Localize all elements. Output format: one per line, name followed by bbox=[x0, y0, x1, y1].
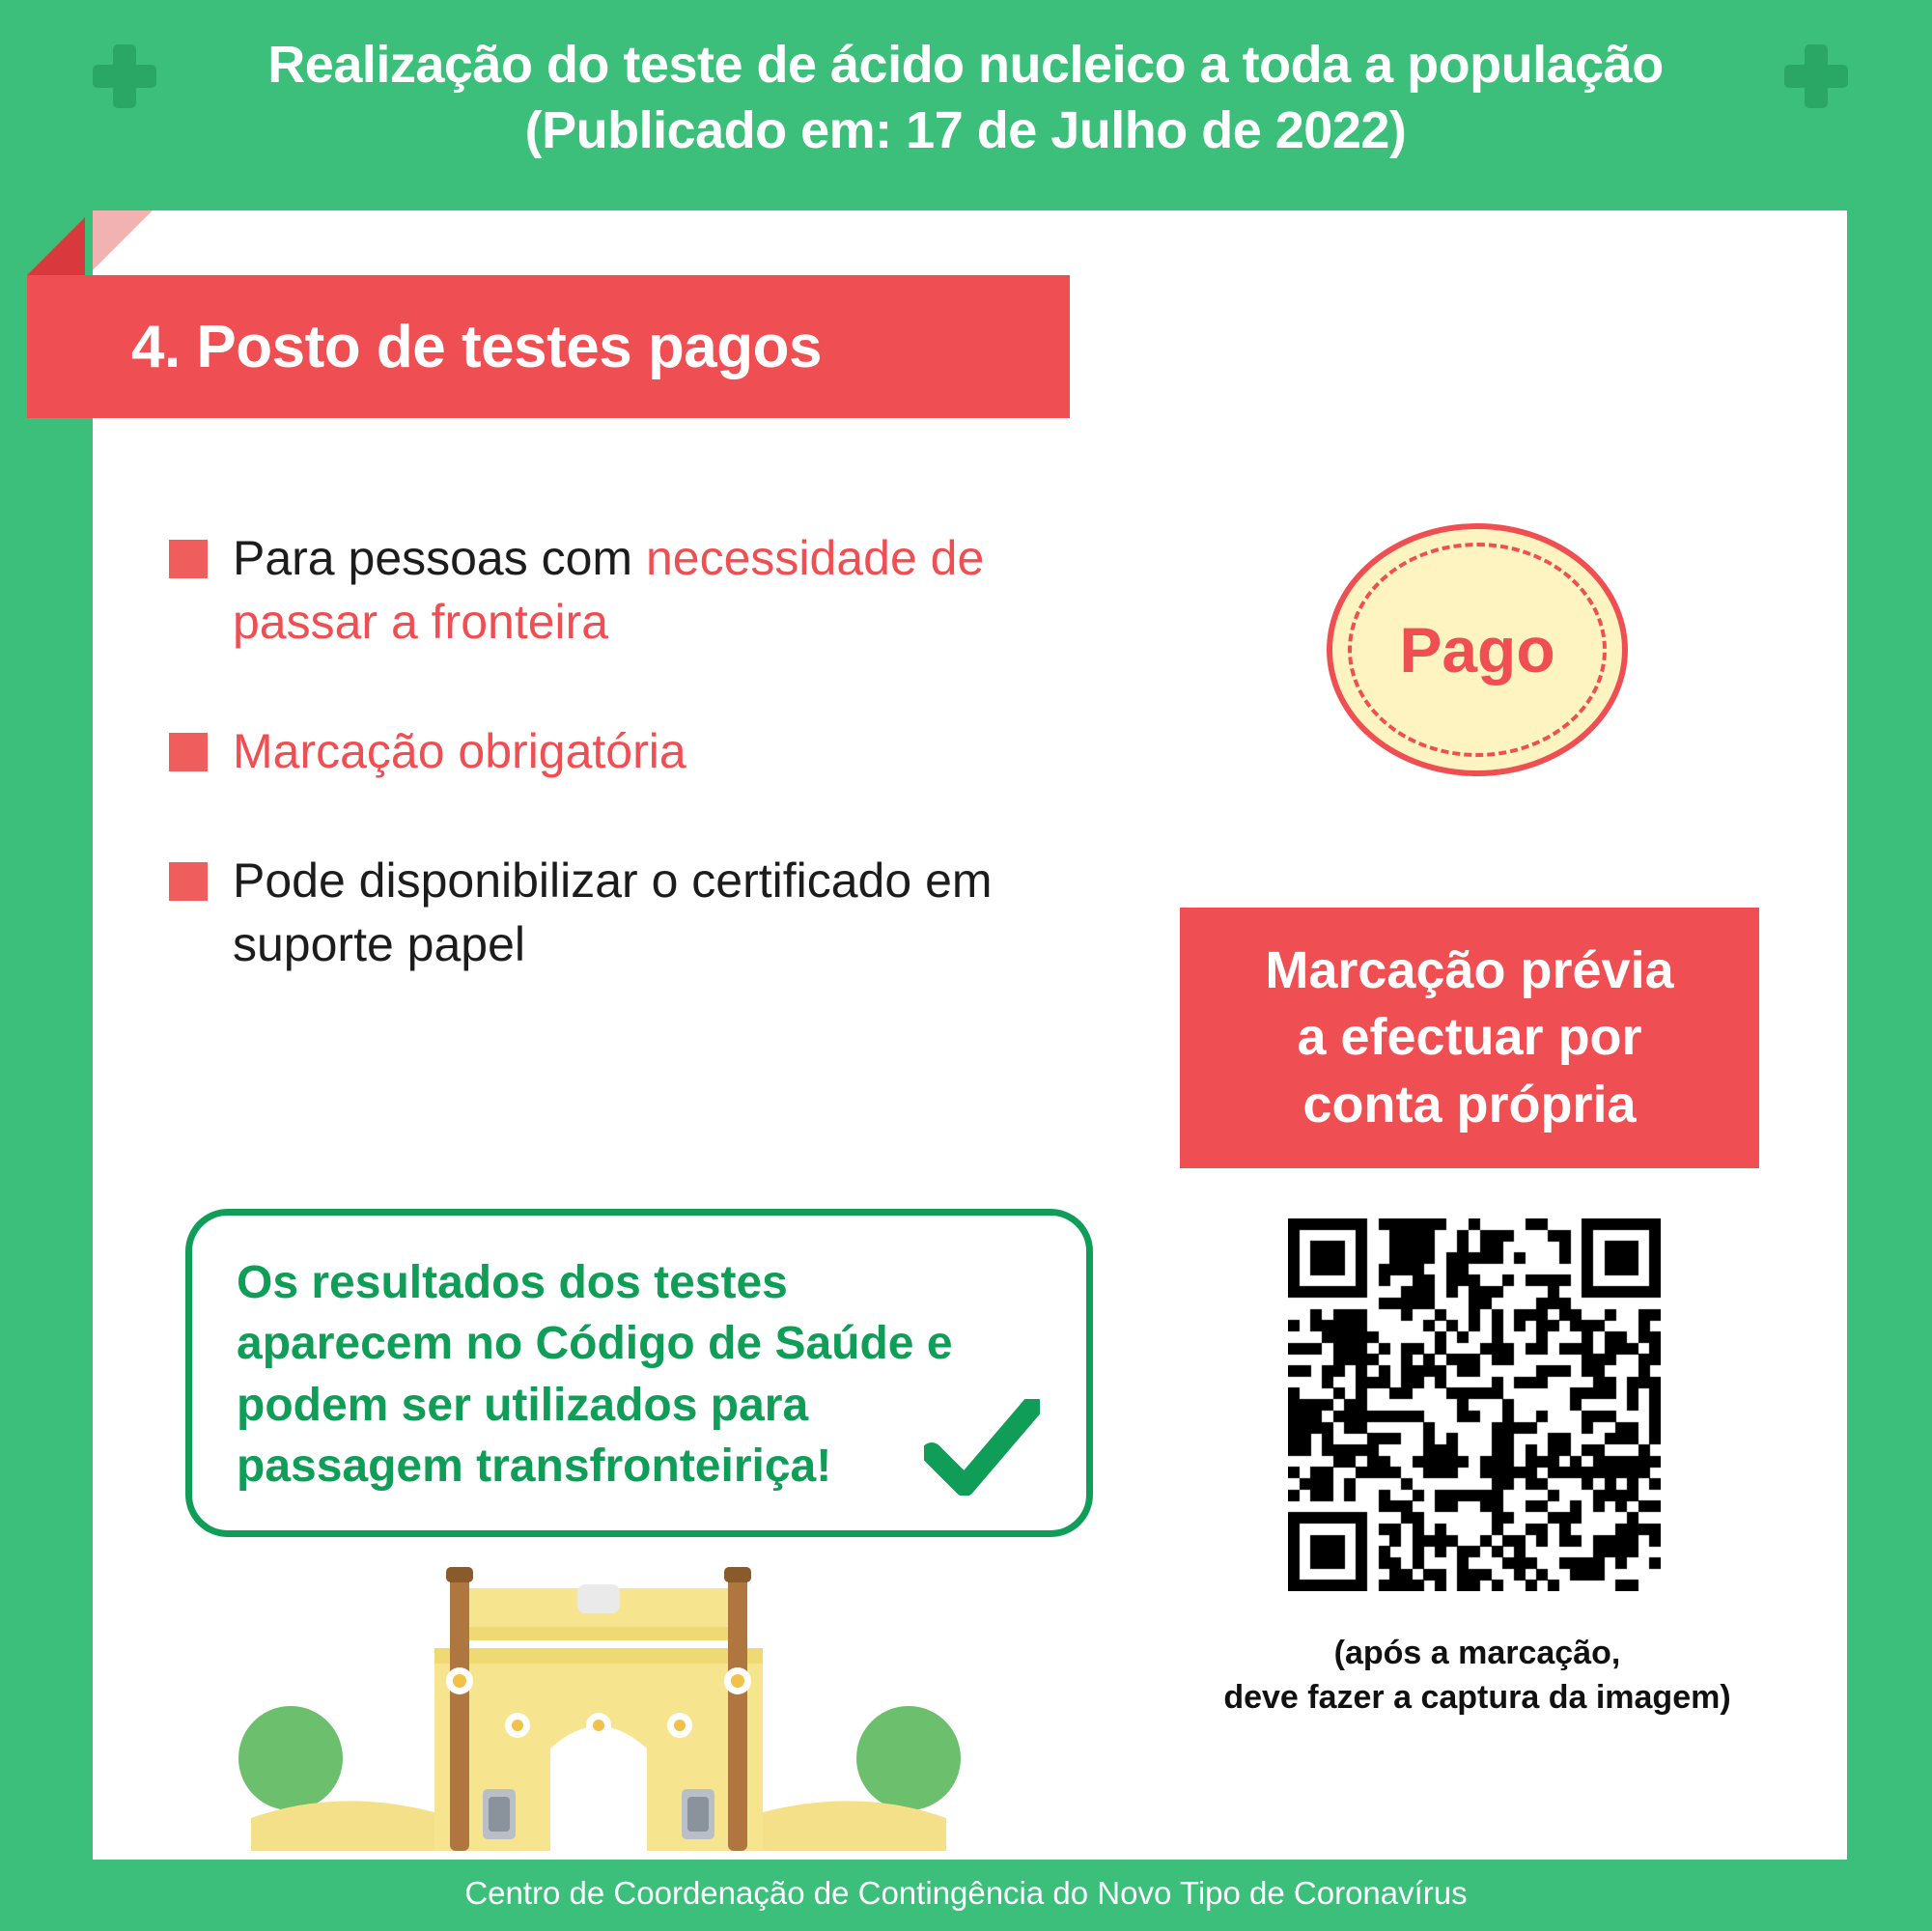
page-title-line2: (Publicado em: 17 de Julho de 2022) bbox=[524, 100, 1407, 159]
list-item-text: Pode disponibilizar o certificado em suporte papel bbox=[233, 854, 993, 971]
section-ribbon-label: 4. Posto de testes pagos bbox=[131, 313, 822, 380]
list-item-text-highlight: necessidade de passar a fronteira bbox=[233, 531, 985, 649]
page-title-line1: Realização do teste de ácido nucleico a toda a população bbox=[267, 36, 1664, 94]
results-callout-line1: Os resultados dos testes bbox=[237, 1257, 788, 1308]
booking-notice-line1: Marcação prévia bbox=[1265, 941, 1674, 1000]
booking-notice-text bbox=[1265, 938, 1673, 1137]
bullet-square-icon bbox=[169, 540, 208, 578]
qr-code-caption-line2: deve fazer a captura da imagem) bbox=[1223, 1678, 1731, 1716]
list-item-text: Marcação obrigatória bbox=[233, 724, 686, 778]
results-callout-line3: podem ser utilizados para bbox=[237, 1379, 809, 1431]
booking-notice-line3: conta própria bbox=[1302, 1075, 1637, 1133]
page-footer-text: Centro de Coordenação de Contingência do Novo Tipo de Coronavírus bbox=[464, 1875, 1468, 1911]
list-item-text-plain: Para pessoas com bbox=[233, 531, 646, 585]
bullet-square-icon bbox=[169, 862, 208, 901]
paid-stamp bbox=[1327, 523, 1628, 776]
list-item-text bbox=[233, 526, 1082, 654]
page-title bbox=[174, 33, 1757, 163]
bullet-list bbox=[169, 526, 1096, 1042]
results-callout-text bbox=[237, 1252, 999, 1497]
list-item bbox=[169, 719, 1096, 783]
page-header bbox=[0, 0, 1932, 210]
booking-notice-line2: a efectuar por bbox=[1297, 1008, 1642, 1067]
list-item bbox=[169, 849, 1096, 976]
bullet-square-icon bbox=[169, 733, 208, 771]
results-callout-box bbox=[185, 1209, 1093, 1537]
green-cross-icon-left bbox=[93, 44, 156, 108]
qr-code-caption-line1: (após a marcação, bbox=[1333, 1635, 1621, 1671]
paid-stamp-label: Pago bbox=[1399, 614, 1555, 686]
check-mark-icon bbox=[924, 1399, 1040, 1496]
booking-notice-box bbox=[1180, 908, 1759, 1168]
section-ribbon bbox=[27, 275, 1070, 418]
page-footer bbox=[0, 1860, 1932, 1931]
portas-do-cerco-gate-illustration bbox=[193, 1559, 1004, 1861]
green-cross-icon-right bbox=[1784, 44, 1848, 108]
qr-code-caption bbox=[1120, 1632, 1834, 1721]
ribbon-tail-decoration bbox=[27, 217, 85, 275]
results-callout-line2: aparecem no Código de Saúde e bbox=[237, 1318, 953, 1370]
results-callout-line4: passagem transfronteiriça! bbox=[237, 1441, 832, 1493]
qr-code-icon[interactable] bbox=[1288, 1218, 1661, 1591]
list-item bbox=[169, 526, 1096, 654]
folded-corner-decoration bbox=[93, 210, 153, 270]
